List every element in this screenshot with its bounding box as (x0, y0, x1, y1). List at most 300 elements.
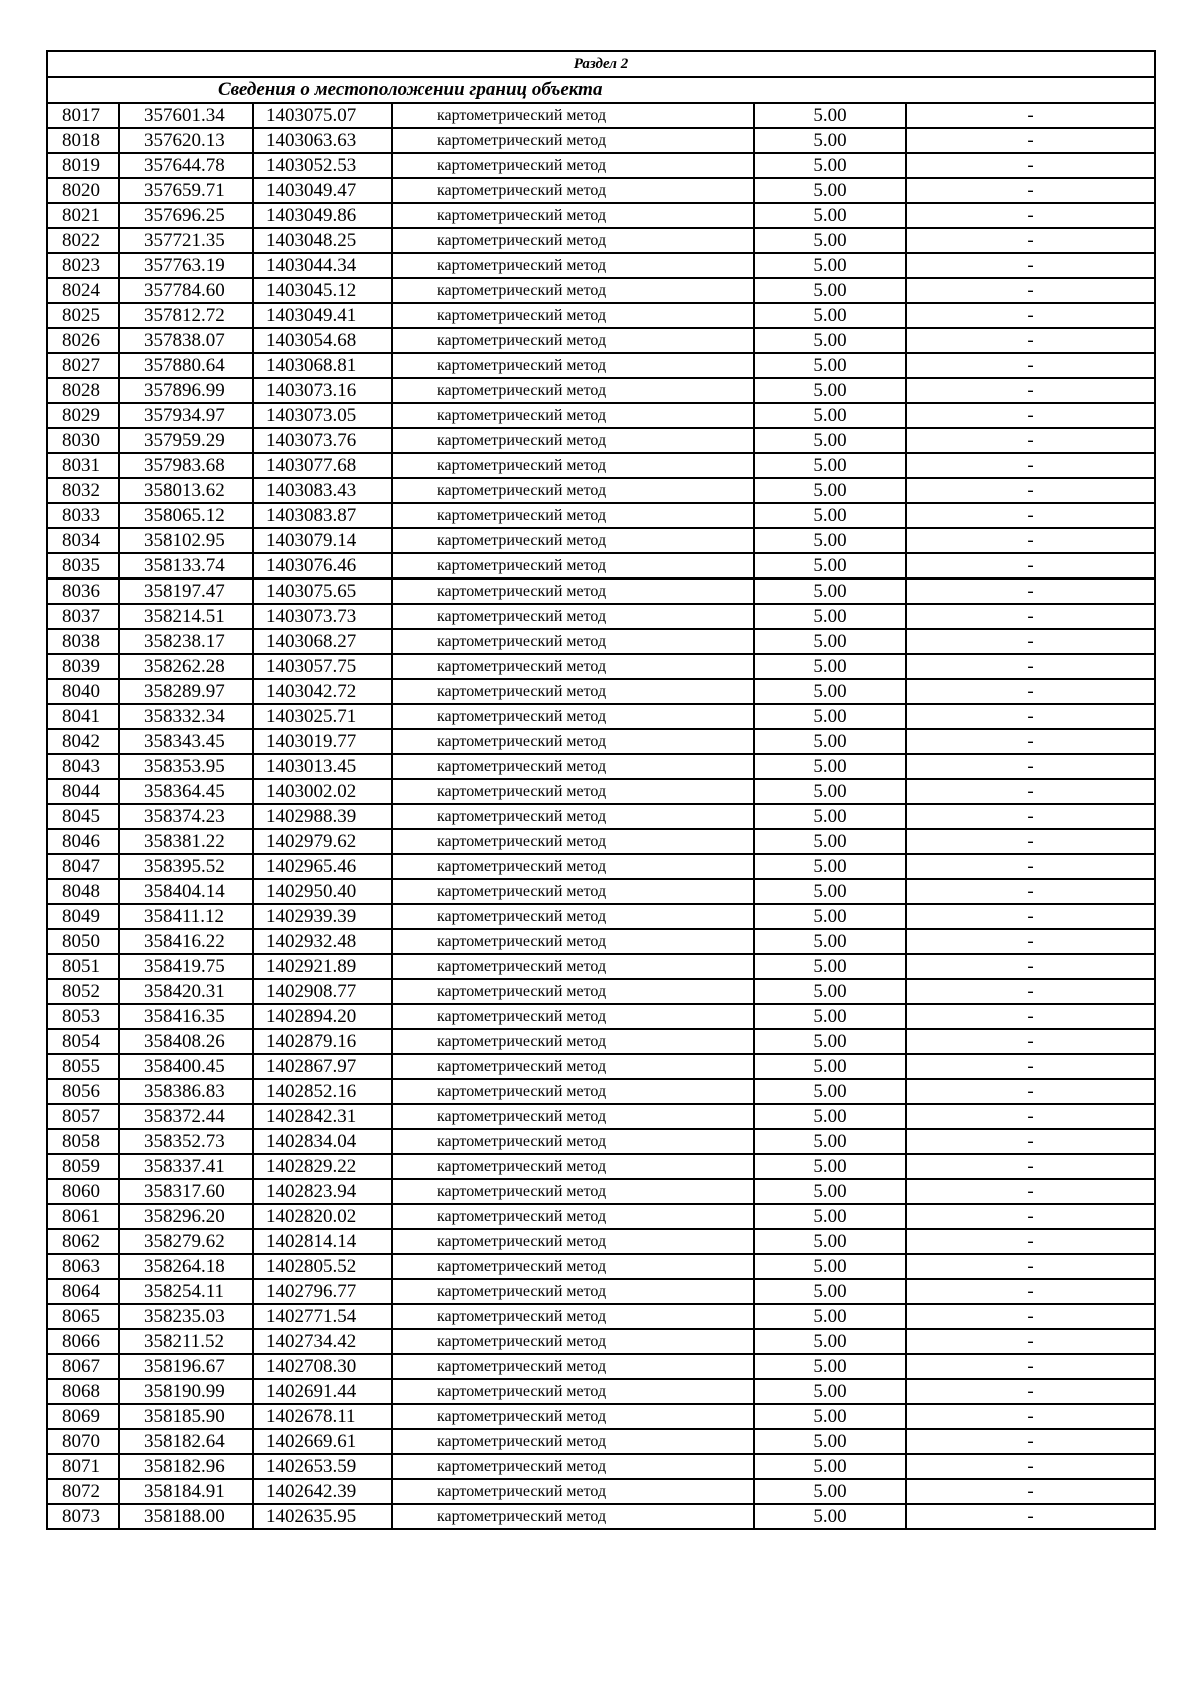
table-row (47, 804, 1155, 829)
x-coordinate-cell: 357620.13 (119, 128, 253, 153)
accuracy-cell: 5.00 (754, 679, 906, 704)
description-cell: - (906, 679, 1155, 704)
y-coordinate-cell: 1403063.63 (253, 128, 392, 153)
y-coordinate-cell: 1402734.42 (253, 1329, 392, 1354)
method-cell: картометрический метод (392, 1179, 754, 1204)
method-cell: картометрический метод (392, 1479, 754, 1504)
y-coordinate-cell: 1403076.46 (253, 553, 392, 579)
accuracy-cell: 5.00 (754, 829, 906, 854)
accuracy-cell: 5.00 (754, 1254, 906, 1279)
accuracy-cell: 5.00 (754, 303, 906, 328)
description-cell: - (906, 1479, 1155, 1504)
method-cell: картометрический метод (392, 704, 754, 729)
method-cell: картометрический метод (392, 629, 754, 654)
y-coordinate-cell: 1402678.11 (253, 1404, 392, 1429)
accuracy-cell: 5.00 (754, 203, 906, 228)
x-coordinate-cell: 357659.71 (119, 178, 253, 203)
y-coordinate-cell: 1402669.61 (253, 1429, 392, 1454)
accuracy-cell: 5.00 (754, 453, 906, 478)
accuracy-cell: 5.00 (754, 854, 906, 879)
method-cell: картометрический метод (392, 1154, 754, 1179)
method-cell: картометрический метод (392, 1454, 754, 1479)
table-row (47, 629, 1155, 654)
method-cell: картометрический метод (392, 579, 754, 605)
accuracy-cell: 5.00 (754, 1004, 906, 1029)
table-row (47, 1254, 1155, 1279)
y-coordinate-cell: 1403042.72 (253, 679, 392, 704)
table-row (47, 979, 1155, 1004)
description-cell: - (906, 1404, 1155, 1429)
description-cell: - (906, 1429, 1155, 1454)
accuracy-cell: 5.00 (754, 328, 906, 353)
x-coordinate-cell: 358372.44 (119, 1104, 253, 1129)
y-coordinate-cell: 1403049.47 (253, 178, 392, 203)
accuracy-cell: 5.00 (754, 1504, 906, 1529)
method-cell: картометрический метод (392, 378, 754, 403)
point-number-cell: 8057 (47, 1104, 119, 1129)
point-number-cell: 8040 (47, 679, 119, 704)
x-coordinate-cell: 358419.75 (119, 954, 253, 979)
x-coordinate-cell: 358197.47 (119, 579, 253, 605)
method-cell: картометрический метод (392, 1004, 754, 1029)
y-coordinate-cell: 1403075.07 (253, 103, 392, 128)
table-row (47, 579, 1155, 605)
y-coordinate-cell: 1403083.43 (253, 478, 392, 503)
table-row (47, 103, 1155, 128)
y-coordinate-cell: 1403073.16 (253, 378, 392, 403)
table-row (47, 779, 1155, 804)
x-coordinate-cell: 358374.23 (119, 804, 253, 829)
accuracy-cell: 5.00 (754, 879, 906, 904)
point-number-cell: 8047 (47, 854, 119, 879)
y-coordinate-cell: 1402908.77 (253, 979, 392, 1004)
point-number-cell: 8063 (47, 1254, 119, 1279)
x-coordinate-cell: 358133.74 (119, 553, 253, 579)
method-cell: картометрический метод (392, 1354, 754, 1379)
accuracy-cell: 5.00 (754, 1404, 906, 1429)
accuracy-cell: 5.00 (754, 754, 906, 779)
accuracy-cell: 5.00 (754, 128, 906, 153)
y-coordinate-cell: 1402805.52 (253, 1254, 392, 1279)
x-coordinate-cell: 358332.34 (119, 704, 253, 729)
y-coordinate-cell: 1403049.86 (253, 203, 392, 228)
y-coordinate-cell: 1402834.04 (253, 1129, 392, 1154)
y-coordinate-cell: 1403079.14 (253, 528, 392, 553)
method-cell: картометрический метод (392, 278, 754, 303)
y-coordinate-cell: 1402965.46 (253, 854, 392, 879)
table-row (47, 1304, 1155, 1329)
y-coordinate-cell: 1402814.14 (253, 1229, 392, 1254)
description-cell: - (906, 954, 1155, 979)
accuracy-cell: 5.00 (754, 1154, 906, 1179)
description-cell: - (906, 453, 1155, 478)
point-number-cell: 8017 (47, 103, 119, 128)
point-number-cell: 8067 (47, 1354, 119, 1379)
table-row (47, 904, 1155, 929)
accuracy-cell: 5.00 (754, 1179, 906, 1204)
accuracy-cell: 5.00 (754, 1029, 906, 1054)
table-row (47, 654, 1155, 679)
method-cell: картометрический метод (392, 1279, 754, 1304)
method-cell: картометрический метод (392, 1054, 754, 1079)
method-cell: картометрический метод (392, 528, 754, 553)
description-cell: - (906, 1129, 1155, 1154)
point-number-cell: 8041 (47, 704, 119, 729)
description-cell: - (906, 1154, 1155, 1179)
description-cell: - (906, 654, 1155, 679)
method-cell: картометрический метод (392, 779, 754, 804)
point-number-cell: 8042 (47, 729, 119, 754)
table-row (47, 929, 1155, 954)
table-row (47, 704, 1155, 729)
accuracy-cell: 5.00 (754, 153, 906, 178)
accuracy-cell: 5.00 (754, 1079, 906, 1104)
accuracy-cell: 5.00 (754, 654, 906, 679)
method-cell: картометрический метод (392, 1129, 754, 1154)
point-number-cell: 8030 (47, 428, 119, 453)
accuracy-cell: 5.00 (754, 1354, 906, 1379)
y-coordinate-cell: 1403073.73 (253, 604, 392, 629)
description-cell: - (906, 854, 1155, 879)
description-cell: - (906, 1004, 1155, 1029)
table-row (47, 553, 1155, 579)
description-cell: - (906, 904, 1155, 929)
accuracy-cell: 5.00 (754, 904, 906, 929)
accuracy-cell: 5.00 (754, 779, 906, 804)
y-coordinate-cell: 1402796.77 (253, 1279, 392, 1304)
accuracy-cell: 5.00 (754, 528, 906, 553)
method-cell: картометрический метод (392, 503, 754, 528)
method-cell: картометрический метод (392, 929, 754, 954)
table-row (47, 278, 1155, 303)
y-coordinate-cell: 1403045.12 (253, 278, 392, 303)
table-title: Сведения о местоположении границ объекта (47, 77, 1155, 103)
description-cell: - (906, 503, 1155, 528)
accuracy-cell: 5.00 (754, 629, 906, 654)
accuracy-cell: 5.00 (754, 1204, 906, 1229)
x-coordinate-cell: 358317.60 (119, 1179, 253, 1204)
point-number-cell: 8069 (47, 1404, 119, 1429)
x-coordinate-cell: 357896.99 (119, 378, 253, 403)
point-number-cell: 8065 (47, 1304, 119, 1329)
accuracy-cell: 5.00 (754, 428, 906, 453)
point-number-cell: 8018 (47, 128, 119, 153)
description-cell: - (906, 278, 1155, 303)
method-cell: картометрический метод (392, 1404, 754, 1429)
method-cell: картометрический метод (392, 478, 754, 503)
method-cell: картометрический метод (392, 754, 754, 779)
x-coordinate-cell: 358289.97 (119, 679, 253, 704)
table-row (47, 1429, 1155, 1454)
y-coordinate-cell: 1402950.40 (253, 879, 392, 904)
table-row (47, 203, 1155, 228)
x-coordinate-cell: 358420.31 (119, 979, 253, 1004)
point-number-cell: 8038 (47, 629, 119, 654)
x-coordinate-cell: 358416.35 (119, 1004, 253, 1029)
description-cell: - (906, 1379, 1155, 1404)
section-header-row (47, 51, 1155, 77)
y-coordinate-cell: 1403019.77 (253, 729, 392, 754)
x-coordinate-cell: 358408.26 (119, 1029, 253, 1054)
method-cell: картометрический метод (392, 253, 754, 278)
y-coordinate-cell: 1402823.94 (253, 1179, 392, 1204)
point-number-cell: 8023 (47, 253, 119, 278)
method-cell: картометрический метод (392, 303, 754, 328)
table-row (47, 729, 1155, 754)
point-number-cell: 8073 (47, 1504, 119, 1529)
section-title: Раздел 2 (47, 51, 1155, 77)
point-number-cell: 8043 (47, 754, 119, 779)
table-row (47, 1229, 1155, 1254)
table-row (47, 1379, 1155, 1404)
x-coordinate-cell: 358254.11 (119, 1279, 253, 1304)
table-row (47, 1179, 1155, 1204)
description-cell: - (906, 1504, 1155, 1529)
point-number-cell: 8048 (47, 879, 119, 904)
point-number-cell: 8026 (47, 328, 119, 353)
method-cell: картометрический метод (392, 954, 754, 979)
description-cell: - (906, 604, 1155, 629)
description-cell: - (906, 253, 1155, 278)
description-cell: - (906, 879, 1155, 904)
point-number-cell: 8028 (47, 378, 119, 403)
table-row (47, 428, 1155, 453)
accuracy-cell: 5.00 (754, 1304, 906, 1329)
y-coordinate-cell: 1402829.22 (253, 1154, 392, 1179)
table-row (47, 1079, 1155, 1104)
y-coordinate-cell: 1402894.20 (253, 1004, 392, 1029)
y-coordinate-cell: 1403048.25 (253, 228, 392, 253)
x-coordinate-cell: 358065.12 (119, 503, 253, 528)
table-row (47, 1054, 1155, 1079)
x-coordinate-cell: 358182.96 (119, 1454, 253, 1479)
description-cell: - (906, 1204, 1155, 1229)
y-coordinate-cell: 1403077.68 (253, 453, 392, 478)
accuracy-cell: 5.00 (754, 729, 906, 754)
x-coordinate-cell: 358214.51 (119, 604, 253, 629)
table-row (47, 1129, 1155, 1154)
method-cell: картометрический метод (392, 403, 754, 428)
accuracy-cell: 5.00 (754, 929, 906, 954)
accuracy-cell: 5.00 (754, 1104, 906, 1129)
y-coordinate-cell: 1402939.39 (253, 904, 392, 929)
table-row (47, 478, 1155, 503)
y-coordinate-cell: 1402691.44 (253, 1379, 392, 1404)
x-coordinate-cell: 358400.45 (119, 1054, 253, 1079)
table-row (47, 829, 1155, 854)
accuracy-cell: 5.00 (754, 1329, 906, 1354)
x-coordinate-cell: 357644.78 (119, 153, 253, 178)
description-cell: - (906, 403, 1155, 428)
x-coordinate-cell: 358352.73 (119, 1129, 253, 1154)
y-coordinate-cell: 1403083.87 (253, 503, 392, 528)
point-number-cell: 8056 (47, 1079, 119, 1104)
description-cell: - (906, 979, 1155, 1004)
point-number-cell: 8044 (47, 779, 119, 804)
method-cell: картометрический метод (392, 979, 754, 1004)
table-row (47, 328, 1155, 353)
method-cell: картометрический метод (392, 228, 754, 253)
point-number-cell: 8039 (47, 654, 119, 679)
accuracy-cell: 5.00 (754, 228, 906, 253)
y-coordinate-cell: 1402842.31 (253, 1104, 392, 1129)
table-row (47, 1104, 1155, 1129)
x-coordinate-cell: 358188.00 (119, 1504, 253, 1529)
x-coordinate-cell: 358343.45 (119, 729, 253, 754)
table-row (47, 854, 1155, 879)
method-cell: картометрический метод (392, 328, 754, 353)
description-cell: - (906, 1229, 1155, 1254)
x-coordinate-cell: 357784.60 (119, 278, 253, 303)
table-row (47, 128, 1155, 153)
point-number-cell: 8036 (47, 579, 119, 605)
method-cell: картометрический метод (392, 1254, 754, 1279)
point-number-cell: 8060 (47, 1179, 119, 1204)
method-cell: картометрический метод (392, 353, 754, 378)
y-coordinate-cell: 1403002.02 (253, 779, 392, 804)
point-number-cell: 8034 (47, 528, 119, 553)
accuracy-cell: 5.00 (754, 1054, 906, 1079)
x-coordinate-cell: 357983.68 (119, 453, 253, 478)
point-number-cell: 8032 (47, 478, 119, 503)
x-coordinate-cell: 358337.41 (119, 1154, 253, 1179)
description-cell: - (906, 178, 1155, 203)
point-number-cell: 8055 (47, 1054, 119, 1079)
table-row (47, 528, 1155, 553)
method-cell: картометрический метод (392, 904, 754, 929)
y-coordinate-cell: 1403073.05 (253, 403, 392, 428)
point-number-cell: 8066 (47, 1329, 119, 1354)
accuracy-cell: 5.00 (754, 103, 906, 128)
y-coordinate-cell: 1402820.02 (253, 1204, 392, 1229)
x-coordinate-cell: 358102.95 (119, 528, 253, 553)
description-cell: - (906, 528, 1155, 553)
method-cell: картометрический метод (392, 1229, 754, 1254)
boundary-points-table (46, 50, 1156, 1530)
table-row (47, 1279, 1155, 1304)
y-coordinate-cell: 1403068.27 (253, 629, 392, 654)
y-coordinate-cell: 1403052.53 (253, 153, 392, 178)
x-coordinate-cell: 358211.52 (119, 1329, 253, 1354)
point-number-cell: 8054 (47, 1029, 119, 1054)
x-coordinate-cell: 358404.14 (119, 879, 253, 904)
table-row (47, 754, 1155, 779)
accuracy-cell: 5.00 (754, 503, 906, 528)
description-cell: - (906, 829, 1155, 854)
accuracy-cell: 5.00 (754, 979, 906, 1004)
table-row (47, 1504, 1155, 1529)
table-row (47, 453, 1155, 478)
table-row (47, 1004, 1155, 1029)
point-number-cell: 8033 (47, 503, 119, 528)
y-coordinate-cell: 1402879.16 (253, 1029, 392, 1054)
method-cell: картометрический метод (392, 1104, 754, 1129)
table-row (47, 954, 1155, 979)
method-cell: картометрический метод (392, 128, 754, 153)
description-cell: - (906, 328, 1155, 353)
method-cell: картометрический метод (392, 879, 754, 904)
description-cell: - (906, 1054, 1155, 1079)
method-cell: картометрический метод (392, 654, 754, 679)
table-row (47, 378, 1155, 403)
table-row (47, 353, 1155, 378)
x-coordinate-cell: 358262.28 (119, 654, 253, 679)
x-coordinate-cell: 358184.91 (119, 1479, 253, 1504)
method-cell: картометрический метод (392, 103, 754, 128)
x-coordinate-cell: 357812.72 (119, 303, 253, 328)
point-number-cell: 8037 (47, 604, 119, 629)
y-coordinate-cell: 1403075.65 (253, 579, 392, 605)
point-number-cell: 8061 (47, 1204, 119, 1229)
x-coordinate-cell: 358395.52 (119, 854, 253, 879)
table-title-row (47, 77, 1155, 103)
description-cell: - (906, 1279, 1155, 1304)
y-coordinate-cell: 1402921.89 (253, 954, 392, 979)
accuracy-cell: 5.00 (754, 403, 906, 428)
x-coordinate-cell: 358279.62 (119, 1229, 253, 1254)
accuracy-cell: 5.00 (754, 553, 906, 579)
table-row (47, 303, 1155, 328)
table-row (47, 503, 1155, 528)
point-number-cell: 8022 (47, 228, 119, 253)
accuracy-cell: 5.00 (754, 378, 906, 403)
x-coordinate-cell: 358353.95 (119, 754, 253, 779)
description-cell: - (906, 1079, 1155, 1104)
x-coordinate-cell: 357696.25 (119, 203, 253, 228)
table-row (47, 1204, 1155, 1229)
description-cell: - (906, 478, 1155, 503)
description-cell: - (906, 353, 1155, 378)
description-cell: - (906, 804, 1155, 829)
description-cell: - (906, 754, 1155, 779)
y-coordinate-cell: 1402979.62 (253, 829, 392, 854)
description-cell: - (906, 729, 1155, 754)
method-cell: картометрический метод (392, 1329, 754, 1354)
point-number-cell: 8024 (47, 278, 119, 303)
accuracy-cell: 5.00 (754, 804, 906, 829)
y-coordinate-cell: 1403057.75 (253, 654, 392, 679)
point-number-cell: 8046 (47, 829, 119, 854)
table-row (47, 1329, 1155, 1354)
point-number-cell: 8050 (47, 929, 119, 954)
point-number-cell: 8059 (47, 1154, 119, 1179)
point-number-cell: 8062 (47, 1229, 119, 1254)
point-number-cell: 8068 (47, 1379, 119, 1404)
table-row (47, 1479, 1155, 1504)
accuracy-cell: 5.00 (754, 1454, 906, 1479)
method-cell: картометрический метод (392, 1029, 754, 1054)
description-cell: - (906, 103, 1155, 128)
method-cell: картометрический метод (392, 729, 754, 754)
x-coordinate-cell: 358386.83 (119, 1079, 253, 1104)
description-cell: - (906, 629, 1155, 654)
y-coordinate-cell: 1402932.48 (253, 929, 392, 954)
y-coordinate-cell: 1402771.54 (253, 1304, 392, 1329)
table-row (47, 1354, 1155, 1379)
y-coordinate-cell: 1402708.30 (253, 1354, 392, 1379)
description-cell: - (906, 1354, 1155, 1379)
method-cell: картометрический метод (392, 153, 754, 178)
x-coordinate-cell: 357763.19 (119, 253, 253, 278)
x-coordinate-cell: 358238.17 (119, 629, 253, 654)
accuracy-cell: 5.00 (754, 1279, 906, 1304)
point-number-cell: 8064 (47, 1279, 119, 1304)
x-coordinate-cell: 358296.20 (119, 1204, 253, 1229)
method-cell: картометрический метод (392, 804, 754, 829)
accuracy-cell: 5.00 (754, 604, 906, 629)
point-number-cell: 8051 (47, 954, 119, 979)
point-number-cell: 8021 (47, 203, 119, 228)
